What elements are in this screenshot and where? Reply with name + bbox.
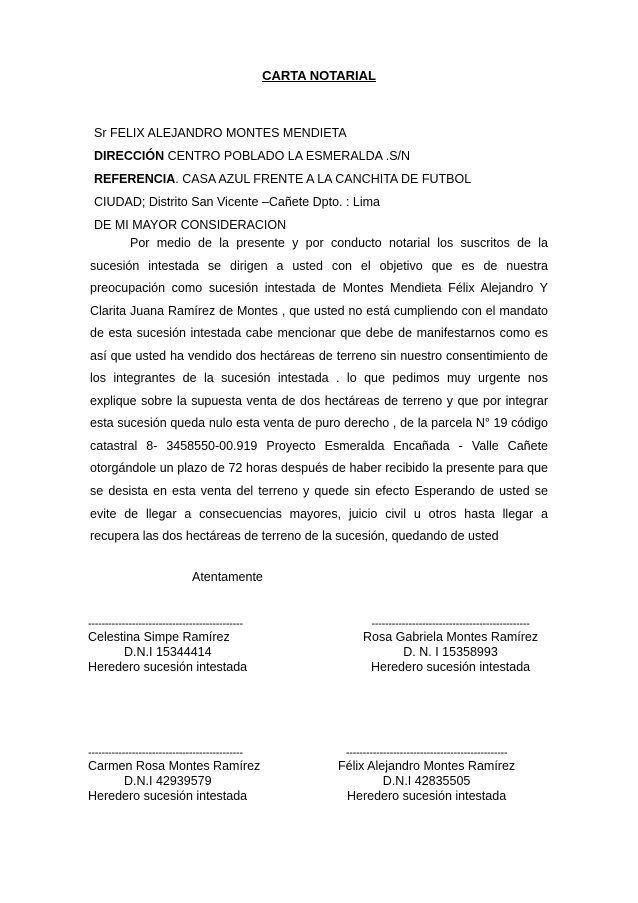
reference-label: REFERENCIA [94, 172, 176, 186]
signature-block-2 [363, 618, 538, 675]
letter-body [90, 232, 548, 548]
letter-paragraph: Por medio de la presente y por conducto notarial los suscritos de la sucesión intestada se dirigen a usted con el objetivo que es de nuestra preocupación como sucesión intestada de Montes Mendieta Félix Alejandro Y Clarita Juana Ramírez de Montes , que usted no está cumpliendo con el mandato de esta sucesión intestada cabe mencionar que debe de manifestarnos como es así que usted ha vendido dos hectáreas de terreno sin nuestro consentimiento de los integrantes de la sucesión intestada . lo que pedimos muy urgente nos explique sobre la supuesta venta de dos hectáreas de terreno y que por integrar esta sucesión queda nulo esta venta de puro derecho , de la parcela N° 19 código catastral 8- 3458550-00.919 Proyecto Esmeralda Encañada - Valle Cañete otorgándole un plazo de 72 horas después de haber recibido la presente para que se desista en esta venta del terreno y quede sin efecto Esperando de usted se evite de llegar a consecuencias mayores, juicio civil u otros hasta llegar a recupera las dos hectáreas de terreno de la sucesión, quedando de usted [90, 236, 548, 544]
reference-line [94, 171, 471, 187]
signature-block-4 [338, 747, 515, 804]
address-line [94, 148, 410, 164]
signer-name: Félix Alejandro Montes Ramírez [338, 759, 516, 773]
recipient-line: Sr FELIX ALEJANDRO MONTES MENDIETA [94, 126, 347, 140]
address-value: CENTRO POBLADO LA ESMERALDA .S/N [164, 149, 411, 163]
address-label: DIRECCIÓN [94, 149, 165, 163]
signature-block-1 [88, 618, 247, 675]
salutation-line: DE MI MAYOR CONSIDERACION [94, 218, 287, 232]
city-line: CIUDAD; Distrito San Vicente –Cañete Dpto. : Lima [94, 195, 381, 209]
closing-text: Atentamente [192, 570, 263, 584]
reference-value: . CASA AZUL FRENTE A LA CANCHITA DE FUTBOL [175, 172, 472, 186]
signer-dni: D.N.I 42939579 [124, 774, 212, 788]
signature-line: ---------------------------------------------- [88, 618, 243, 630]
signer-role: Heredero sucesión intestada [347, 789, 507, 803]
signature-block-3 [88, 747, 260, 804]
signer-dni: D.N.I 42835505 [382, 774, 471, 788]
signer-name: Rosa Gabriela Montes Ramírez [363, 630, 539, 644]
signer-role: Heredero sucesión intestada [88, 789, 248, 803]
signature-line: ---------------------------------------------- [88, 747, 243, 759]
signer-name: Carmen Rosa Montes Ramírez [88, 759, 261, 773]
signature-line: ----------------------------------------------- [371, 618, 530, 630]
signature-line: ------------------------------------------------ [345, 747, 508, 759]
signer-role: Heredero sucesión intestada [370, 660, 531, 674]
document-title: CARTA NOTARIAL [262, 68, 376, 83]
signer-name: Celestina Simpe Ramírez [88, 630, 230, 644]
signer-dni: D.N.I 15344414 [124, 645, 212, 659]
signer-dni: D. N. I 15358993 [403, 645, 498, 659]
signer-role: Heredero sucesión intestada [88, 660, 248, 674]
